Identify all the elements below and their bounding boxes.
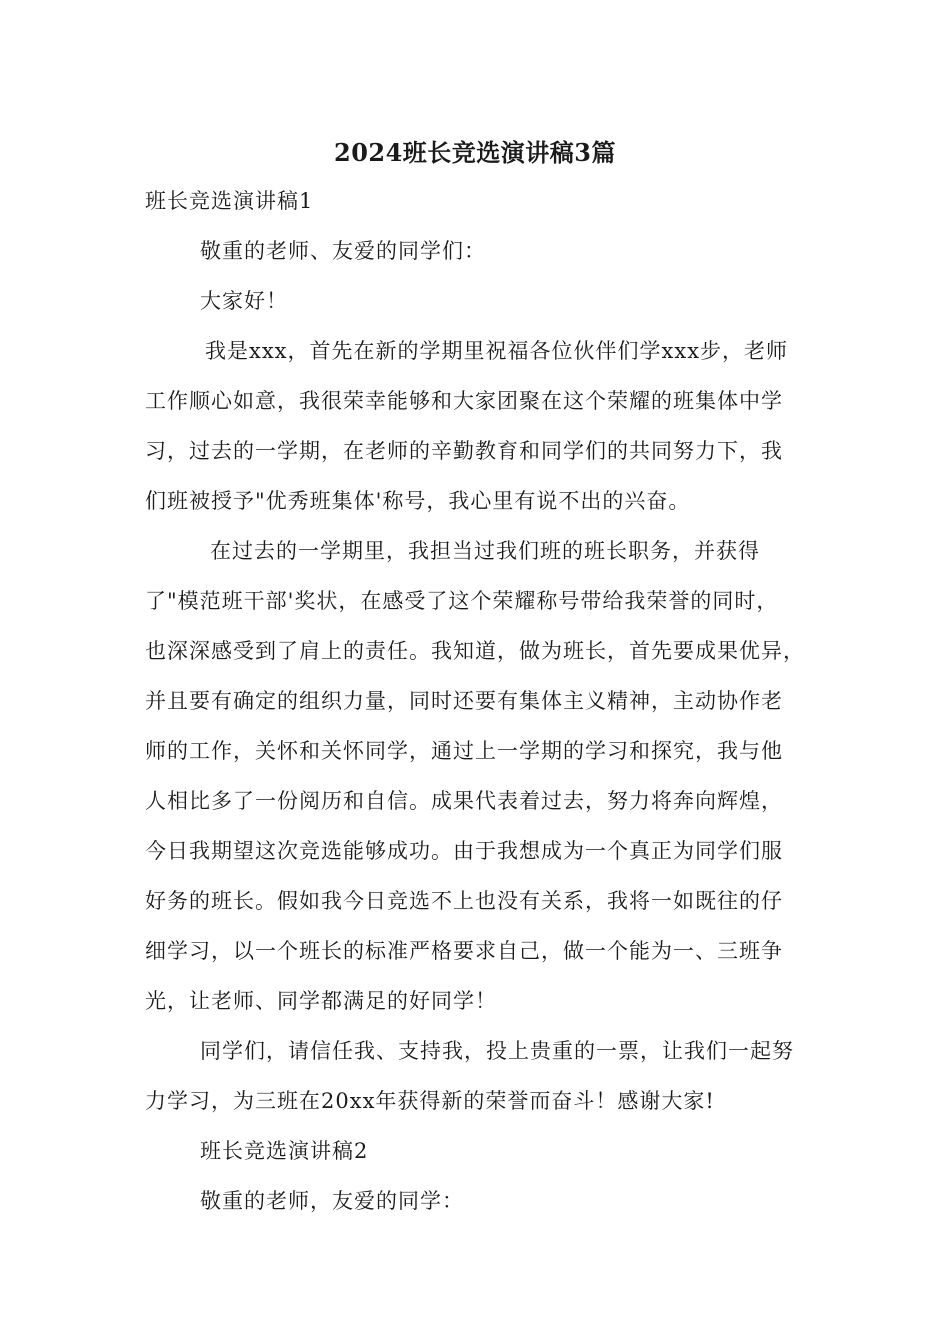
paragraph-line: 工作顺心如意，我很荣幸能够和大家团聚在这个荣耀的班集体中学: [145, 389, 783, 413]
paragraph-line: 今日我期望这次竞选能够成功。由于我想成为一个真正为同学们服: [145, 839, 783, 863]
paragraph-line: 并且要有确定的组织力量，同时还要有集体主义精神，主动协作老: [145, 689, 783, 713]
paragraph-line: 人相比多了一份阅历和自信。成果代表着过去，努力将奔向辉煌，: [145, 789, 783, 813]
paragraph-line: 力学习，为三班在20xx年获得新的荣誉而奋斗！感谢大家!: [145, 1089, 715, 1113]
salutation-1: 敬重的老师、友爱的同学们：: [200, 239, 486, 263]
section-heading-1: 班长竞选演讲稿1: [145, 189, 314, 213]
paragraph-line: 们班被授予"优秀班集体'称号，我心里有说不出的兴奋。: [145, 489, 691, 513]
paragraph-line: 好务的班长。假如我今日竞选不上也没有关系，我将一如既往的仔: [145, 889, 783, 913]
paragraph-line: 习，过去的一学期，在老师的辛勤教育和同学们的共同努力下，我: [145, 439, 783, 463]
greeting: 大家好！: [200, 289, 288, 313]
document-title: 2024班长竞选演讲稿3篇: [334, 138, 616, 167]
section-heading-2: 班长竞选演讲稿2: [200, 1139, 369, 1163]
paragraph-line: 了"模范班干部'奖状，在感受了这个荣耀称号带给我荣誉的同时，: [145, 589, 779, 613]
paragraph-line: 同学们，请信任我、支持我，投上贵重的一票，让我们一起努: [200, 1039, 794, 1063]
paragraph-line: 我是xxx，首先在新的学期里祝福各位伙伴们学xxx步，老师: [205, 339, 789, 363]
paragraph-line: 在过去的一学期里，我担当过我们班的班长职务，并获得: [210, 539, 760, 563]
salutation-2: 敬重的老师，友爱的同学：: [200, 1189, 464, 1213]
paragraph-line: 也深深感受到了肩上的责任。我知道，做为班长，首先要成果优异，: [145, 639, 805, 663]
paragraph-line: 师的工作，关怀和关怀同学，通过上一学期的学习和探究，我与他: [145, 739, 783, 763]
paragraph-line: 细学习，以一个班长的标准严格要求自己，做一个能为一、三班争: [145, 939, 783, 963]
paragraph-line: 光，让老师、同学都满足的好同学！: [145, 989, 497, 1013]
